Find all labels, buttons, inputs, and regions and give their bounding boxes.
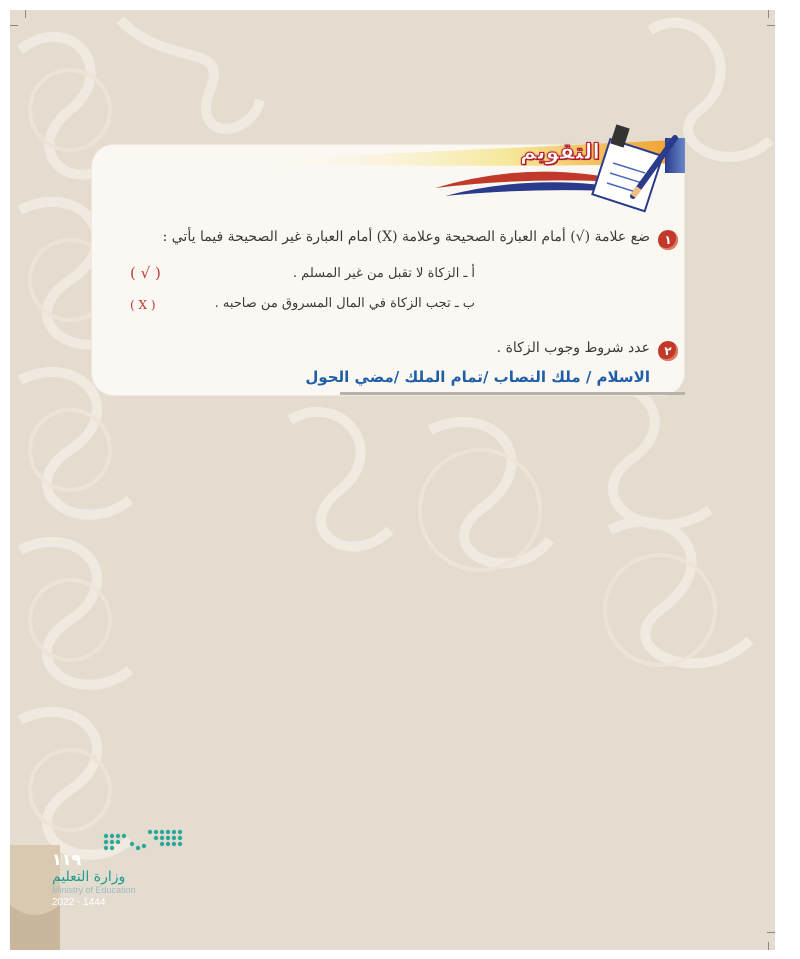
question-number-badge: ٢ [658,341,678,361]
statement-b: ب ـ تجب الزكاة في المال المسروق من صاحبه . [214,296,475,311]
crop-mark [767,932,775,933]
question-number-badge: ١ [658,230,678,250]
question-1-prompt: ضع علامة (√) أمام العبارة الصحيحة وعلامة (X) أمام العبارة غير الصحيحة فيما يأتي : [162,229,650,245]
answer-mark-b: ( X ) [130,298,156,312]
ministry-logo-icon [100,826,190,860]
crop-mark [767,25,775,26]
crop-mark [10,25,18,26]
clipboard-pen-icon [592,124,675,211]
crop-mark [25,10,26,18]
ministry-name-english: Ministry of Education [52,885,136,895]
page-number: ١١٩ [52,850,82,869]
statement-a: أ ـ الزكاة لا تقبل من غير المسلم . [292,266,475,281]
evaluation-banner [255,118,695,218]
crop-mark [768,10,769,18]
edition-year: 2022 - 1444 [52,897,106,908]
section-title: التقويم [520,140,600,165]
crop-mark [768,942,769,950]
answer-mark-a: ( √ ) [130,264,161,282]
answer-underline [340,392,685,395]
question-2-prompt: عدد شروط وجوب الزكاة . [496,340,650,356]
handwritten-answer: الاسلام / ملك النصاب /تمام الملك /مضي الحول [305,368,650,386]
ministry-name-arabic: وزارة التعليم [52,869,126,885]
